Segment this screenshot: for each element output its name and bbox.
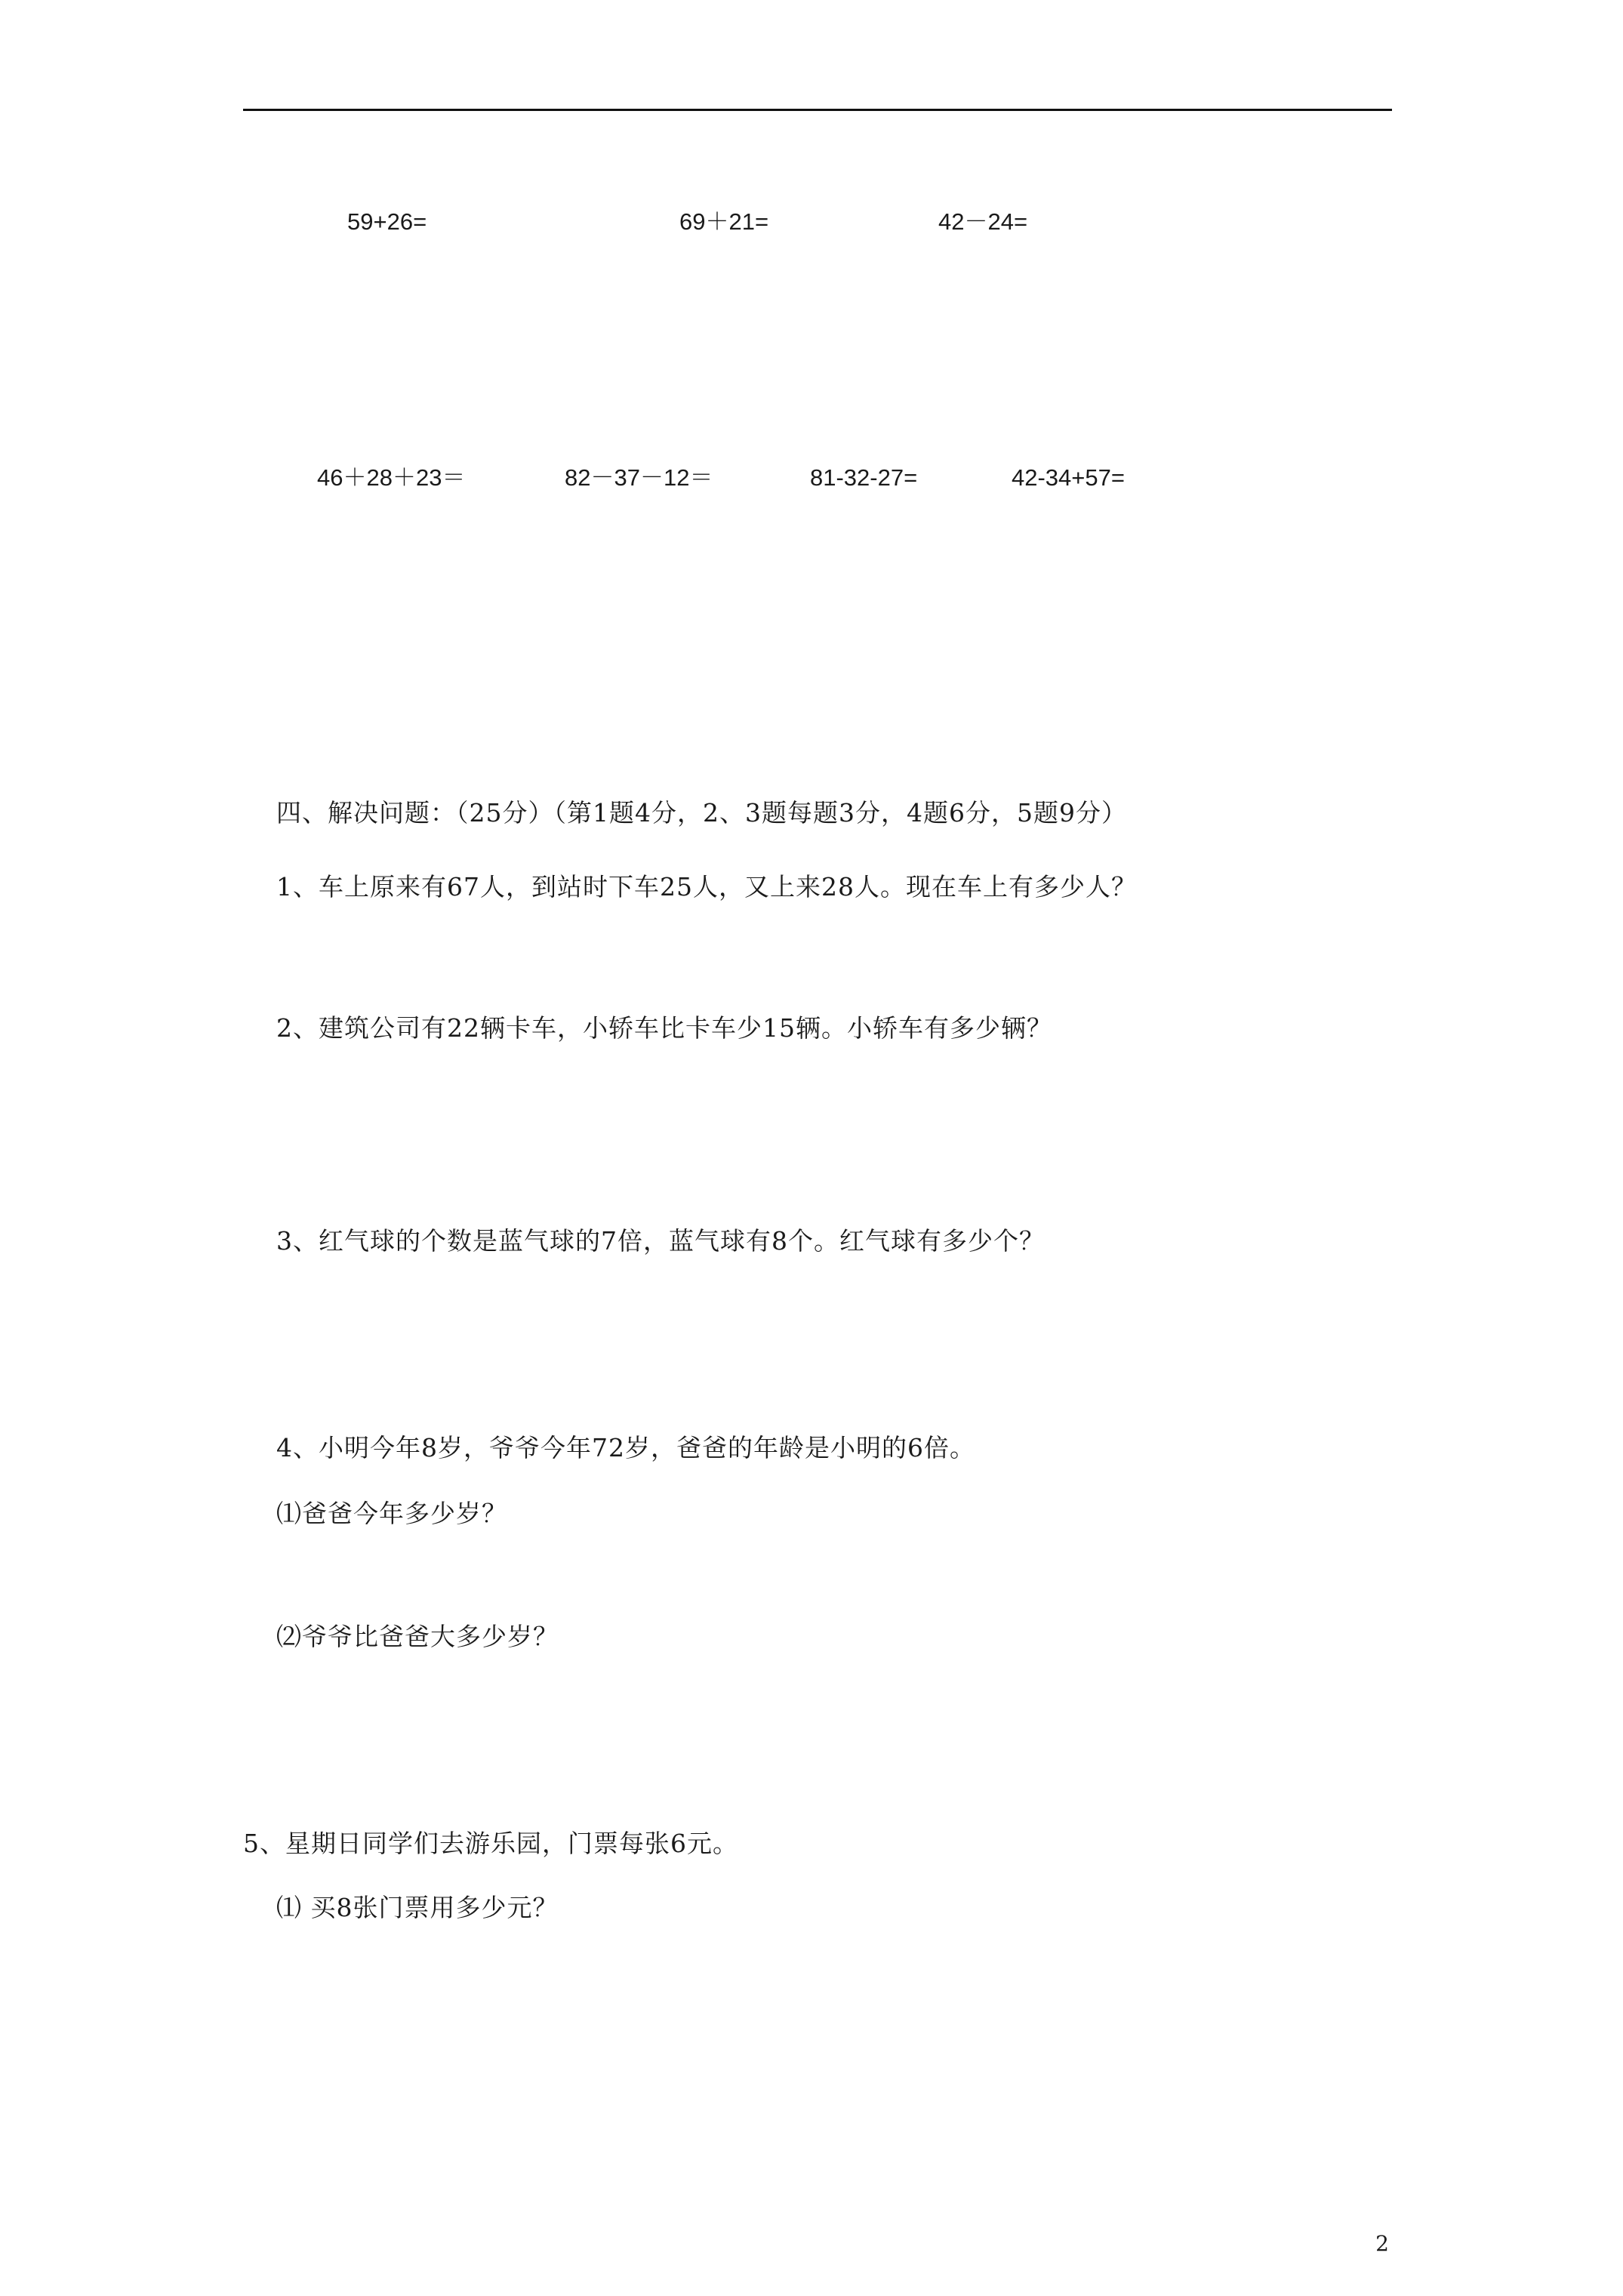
calc-1: 59+26= bbox=[347, 208, 427, 235]
question-5-sub-1: ⑴ 买8张门票用多少元？ bbox=[276, 1893, 559, 1922]
calc-3: 42－24= bbox=[938, 208, 1028, 235]
page-number: 2 bbox=[1375, 2231, 1389, 2256]
calc-6: 81-32-27= bbox=[810, 464, 918, 491]
question-2: 2、建筑公司有22辆卡车，小轿车比卡车少15辆。小轿车有多少辆？ bbox=[276, 1013, 1052, 1043]
question-4: 4、小明今年8岁，爷爷今年72岁，爸爸的年龄是小明的6倍。 bbox=[276, 1433, 975, 1462]
section-heading: 四、解决问题：（25分）（第1题4分，2、3题每题3分，4题6分，5题9分） bbox=[276, 798, 1127, 827]
question-4-sub-2: ⑵爷爷比爸爸大多少岁？ bbox=[276, 1622, 559, 1651]
question-1: 1、车上原来有67人，到站时下车25人，又上来28人。现在车上有多少人？ bbox=[276, 872, 1137, 901]
question-4-sub-1: ⑴爸爸今年多少岁？ bbox=[276, 1499, 507, 1528]
calc-5: 82－37－12＝ bbox=[565, 464, 713, 491]
question-3: 3、红气球的个数是蓝气球的7倍，蓝气球有8个。红气球有多少个？ bbox=[276, 1226, 1045, 1256]
calc-2: 69＋21= bbox=[679, 208, 769, 235]
calc-7: 42-34+57= bbox=[1012, 464, 1125, 491]
question-5: 5、星期日同学们去游乐园，门票每张6元。 bbox=[243, 1829, 738, 1858]
header-rule bbox=[243, 109, 1392, 111]
calc-4: 46＋28＋23＝ bbox=[317, 464, 466, 491]
